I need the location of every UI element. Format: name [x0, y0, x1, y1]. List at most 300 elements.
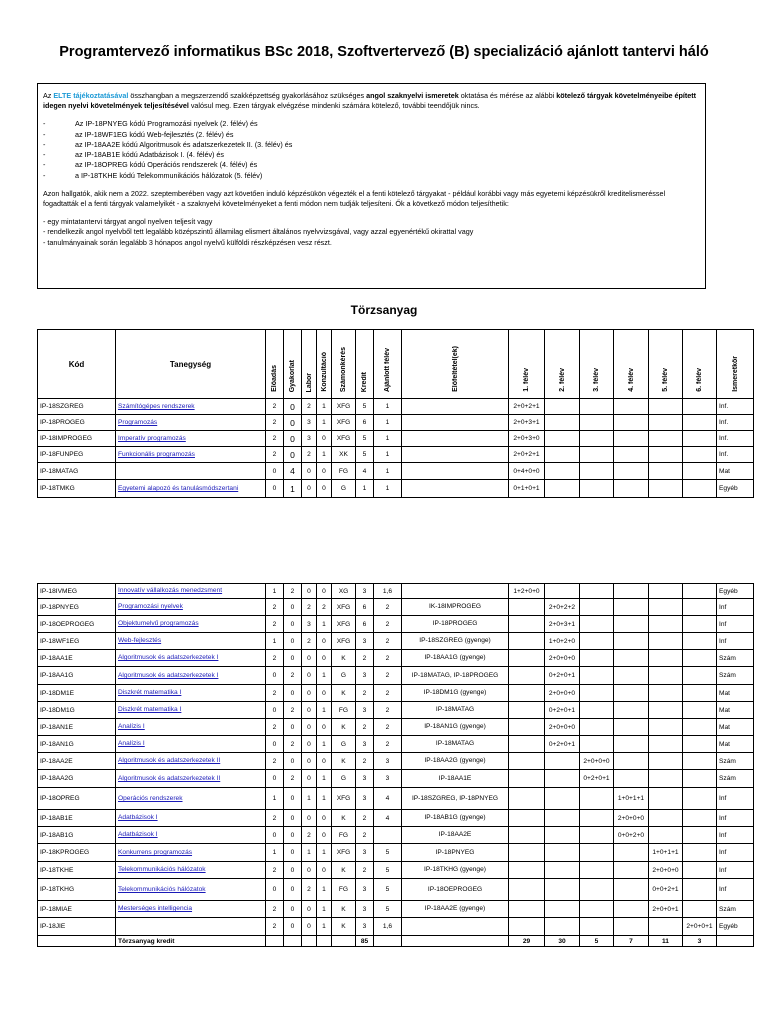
semester-4-load — [614, 415, 649, 431]
notice-paragraph-2: Azon hallgatók, akik nem a 2022. szeptemberében vagy azt követően induló képzésükön végezték el a fenti kötelező tárgyakat - például korábbi vagy más egyetemi képzésükről kreditelismeréssel fogadtatták el a fenti tárgyak valamelyikét - a szaknyelvi követelményeket a fenti módon nem tudják teljesíteni. Ők a következő módon teljesíthetik: — [43, 188, 666, 208]
table-row — [38, 879, 754, 901]
eloadas-hours: 1 — [266, 633, 284, 650]
page-title: Programtervező informatikus BSc 2018, Szoftvertervező (B) specializáció ajánlott tantervi háló — [59, 44, 709, 60]
gyakorlat-hours: 0 — [284, 879, 302, 901]
knowledge-area: Mat — [717, 463, 754, 480]
recommended-semester: 1 — [374, 447, 402, 463]
course-code: IP-18FUNPEG — [38, 447, 116, 463]
labor-hours: 0 — [302, 685, 317, 702]
header-ajanlott-felev: Ajánlott félév — [374, 330, 402, 399]
table-row — [38, 901, 754, 918]
konzultacio-hours: 2 — [317, 599, 332, 616]
semester-6-load — [683, 901, 717, 918]
semester-4-load — [614, 879, 649, 901]
labor-hours: 0 — [302, 753, 317, 770]
recommended-semester: 2 — [374, 685, 402, 702]
konzultacio-hours: 1 — [317, 918, 332, 936]
curriculum-table-continued — [37, 583, 754, 947]
recommended-semester: 2 — [374, 599, 402, 616]
semester-1-load: 0+4+0+0 — [509, 463, 545, 480]
semester-6-load — [683, 599, 717, 616]
labor-hours: 0 — [302, 810, 317, 827]
course-name-link[interactable]: Analízis I — [116, 719, 266, 736]
semester-3-load: 2+0+0+0 — [580, 753, 614, 770]
semester-3-load — [580, 633, 614, 650]
prerequisites: IP-18SZGREG, IP-18PNYEG — [402, 788, 509, 810]
knowledge-area: Egyéb — [717, 584, 754, 599]
labor-hours: 0 — [302, 463, 317, 480]
assessment-type: XFG — [332, 788, 356, 810]
semester-1-load — [509, 736, 545, 753]
semester-2-load — [545, 753, 580, 770]
course-name-link[interactable]: Konkurrens programozás — [116, 844, 266, 862]
alternative-option: - tanulmányainak során legalább 3 hónapos angol nyelvű külföldi részképzésen vesz részt. — [43, 237, 332, 247]
eloadas-hours: 2 — [266, 719, 284, 736]
course-code: IP-18DM1E — [38, 685, 116, 702]
gyakorlat-hours: 2 — [284, 584, 302, 599]
semester-3-load — [580, 447, 614, 463]
gyakorlat-hours: 0 — [284, 901, 302, 918]
header-felev-3: 3. félév — [580, 330, 614, 399]
semester-4-load — [614, 702, 649, 719]
semester-1-load — [509, 918, 545, 936]
labor-hours: 2 — [302, 633, 317, 650]
required-course-item — [43, 150, 700, 160]
semester-4-load — [614, 753, 649, 770]
semester-4-load — [614, 844, 649, 862]
semester-1-load — [509, 633, 545, 650]
header-konzultacio: Konzultáció — [317, 330, 332, 399]
bullet-dash: - — [43, 150, 46, 160]
semester-5-load — [649, 415, 683, 431]
assessment-type: XFG — [332, 431, 356, 447]
semester-3-load — [580, 810, 614, 827]
semester-1-load — [509, 667, 545, 685]
course-name-link[interactable]: Operációs rendszerek — [116, 788, 266, 810]
credit-value: 3 — [356, 736, 374, 753]
course-code: IP-18AA2G — [38, 770, 116, 788]
table-row — [38, 918, 754, 936]
semester-4-load: 2+0+0+0 — [614, 810, 649, 827]
semester-6-load — [683, 685, 717, 702]
semester-2-load — [545, 463, 580, 480]
eloadas-hours: 2 — [266, 918, 284, 936]
semester-1-load — [509, 788, 545, 810]
eloadas-hours: 0 — [266, 879, 284, 901]
course-code: IP-18AN1G — [38, 736, 116, 753]
header-felev-2: 2. félév — [545, 330, 580, 399]
credit-value: 2 — [356, 753, 374, 770]
course-name-link[interactable]: Imperatív programozás — [116, 431, 266, 447]
assessment-type: FG — [332, 702, 356, 719]
semester-6-load — [683, 650, 717, 667]
gyakorlat-hours: 0 — [284, 599, 302, 616]
course-name-link[interactable]: Egyetemi alapozó és tanulásmódszertani — [116, 480, 266, 498]
course-name-link[interactable] — [116, 918, 266, 936]
required-course-item — [43, 130, 700, 140]
course-name-link[interactable]: Számítógépes rendszerek — [116, 399, 266, 415]
semester-4-load — [614, 431, 649, 447]
semester-5-load — [649, 667, 683, 685]
credit-value: 3 — [356, 770, 374, 788]
table-row — [38, 431, 754, 447]
bullet-dash: - — [43, 129, 46, 139]
knowledge-area: Inf — [717, 599, 754, 616]
total-empty — [38, 936, 116, 947]
semester-2-load — [545, 431, 580, 447]
semester-4-load — [614, 667, 649, 685]
course-code: IP-18AN1E — [38, 719, 116, 736]
semester-6-load — [683, 719, 717, 736]
semester-6-load — [683, 667, 717, 685]
semester-4-load — [614, 399, 649, 415]
assessment-type: FG — [332, 827, 356, 844]
eloadas-hours: 2 — [266, 447, 284, 463]
recommended-semester — [374, 827, 402, 844]
semester-2-load: 2+0+0+0 — [545, 650, 580, 667]
konzultacio-hours: 0 — [317, 810, 332, 827]
eloadas-hours: 0 — [266, 667, 284, 685]
credit-value: 6 — [356, 415, 374, 431]
eloadas-hours: 2 — [266, 415, 284, 431]
header-felev-5: 5. félév — [649, 330, 683, 399]
eloadas-hours: 2 — [266, 810, 284, 827]
semester-2-load: 0+2+0+1 — [545, 667, 580, 685]
prerequisites: IP-18MATAG — [402, 702, 509, 719]
labor-hours: 3 — [302, 415, 317, 431]
semester-2-load — [545, 788, 580, 810]
semester-1-load — [509, 616, 545, 633]
prerequisites — [402, 399, 509, 415]
course-name-link[interactable]: Diszkrét matematika I — [116, 685, 266, 702]
semester-4-load — [614, 918, 649, 936]
prerequisites: IP-18SZGREG (gyenge) — [402, 633, 509, 650]
assessment-type: K — [332, 685, 356, 702]
eloadas-hours: 2 — [266, 685, 284, 702]
course-name-link[interactable]: Algoritmusok és adatszerkezetek II — [116, 753, 266, 770]
course-code: IP-18PROGEG — [38, 415, 116, 431]
prerequisites — [402, 447, 509, 463]
recommended-semester: 1 — [374, 415, 402, 431]
table-row — [38, 827, 754, 844]
semester-4-load — [614, 719, 649, 736]
total-label: Törzsanyag kredit — [116, 936, 266, 947]
recommended-semester: 2 — [374, 702, 402, 719]
eloadas-hours: 0 — [266, 827, 284, 844]
prerequisites: IP-18AA2E — [402, 827, 509, 844]
assessment-type: XFG — [332, 399, 356, 415]
labor-hours: 0 — [302, 702, 317, 719]
table-row — [38, 616, 754, 633]
course-name-link[interactable]: Telekommunikációs hálózatok — [116, 879, 266, 901]
semester-3-load — [580, 736, 614, 753]
header-kredit: Kredit — [356, 330, 374, 399]
knowledge-area: Mat — [717, 719, 754, 736]
konzultacio-hours: 0 — [317, 431, 332, 447]
knowledge-area: Inf — [717, 862, 754, 879]
course-name-link[interactable]: Diszkrét matematika I — [116, 702, 266, 719]
course-name-link[interactable]: Analízis I — [116, 736, 266, 753]
header-felev-6: 6. félév — [683, 330, 717, 399]
prerequisites — [402, 415, 509, 431]
konzultacio-hours: 1 — [317, 399, 332, 415]
course-name-link[interactable]: Telekommunikációs hálózatok — [116, 862, 266, 879]
course-name-link[interactable]: Adatbázisok I — [116, 827, 266, 844]
gyakorlat-hours: 0 — [284, 862, 302, 879]
semester-3-load — [580, 702, 614, 719]
labor-hours: 0 — [302, 719, 317, 736]
course-code: IP-18OEPROGEG — [38, 616, 116, 633]
knowledge-area: Inf — [717, 879, 754, 901]
total-semester-3: 5 — [580, 936, 614, 947]
semester-3-load — [580, 584, 614, 599]
knowledge-area: Szám — [717, 901, 754, 918]
required-course-text: az IP-18OPREG kódú Operációs rendszerek (4. félév) és — [75, 160, 258, 170]
knowledge-area: Inf — [717, 788, 754, 810]
course-name-link[interactable]: Funkcionális programozás — [116, 447, 266, 463]
recommended-semester: 5 — [374, 844, 402, 862]
assessment-type: G — [332, 667, 356, 685]
semester-5-load — [649, 463, 683, 480]
semester-6-load — [683, 480, 717, 498]
semester-3-load — [580, 862, 614, 879]
credit-value: 3 — [356, 918, 374, 936]
prerequisites: IP-18AA2G (gyenge) — [402, 753, 509, 770]
course-code: IP-18AB1G — [38, 827, 116, 844]
table-row — [38, 463, 754, 480]
semester-2-load — [545, 770, 580, 788]
curriculum-table-core — [37, 329, 754, 498]
semester-3-load — [580, 463, 614, 480]
credit-value: 3 — [356, 584, 374, 599]
course-name-link[interactable] — [116, 463, 266, 480]
required-course-text: a IP-18TKHE kódú Telekommunikációs hálózatok (5. félév) — [75, 170, 263, 180]
recommended-semester: 3 — [374, 770, 402, 788]
recommended-semester: 3 — [374, 753, 402, 770]
header-tanegyseg: Tanegység — [116, 330, 266, 399]
semester-2-load: 2+0+0+0 — [545, 719, 580, 736]
assessment-type: XFG — [332, 844, 356, 862]
total-empty — [302, 936, 317, 947]
semester-6-load — [683, 463, 717, 480]
header-felev-1: 1. félév — [509, 330, 545, 399]
credit-value: 2 — [356, 827, 374, 844]
total-empty — [374, 936, 402, 947]
section-title: Törzsanyag — [350, 303, 418, 317]
semester-2-load — [545, 584, 580, 599]
bullet-dash: - — [43, 170, 46, 180]
header-eloadas: Előadás — [266, 330, 284, 399]
recommended-semester: 2 — [374, 650, 402, 667]
alternative-option: - rendelkezik angol nyelvből tett legalább középszintű államilag elismert általános nyelvvizsgával, vagy azzal egyenértékű okirattal vagy — [43, 227, 474, 237]
total-semester-1: 29 — [509, 936, 545, 947]
knowledge-area: Egyéb — [717, 918, 754, 936]
alternative-options-list — [43, 217, 700, 248]
semester-6-load — [683, 431, 717, 447]
prerequisites: IP-18OEPROGEG — [402, 879, 509, 901]
total-empty — [266, 936, 284, 947]
semester-3-load — [580, 879, 614, 901]
recommended-semester: 5 — [374, 862, 402, 879]
course-name-link[interactable]: Innovatív vállalkozás menedzsment — [116, 584, 266, 599]
semester-2-load: 1+0+2+0 — [545, 633, 580, 650]
labor-hours: 0 — [302, 736, 317, 753]
konzultacio-hours: 1 — [317, 702, 332, 719]
semester-5-load — [649, 753, 683, 770]
table-row — [38, 584, 754, 599]
konzultacio-hours: 0 — [317, 633, 332, 650]
course-name-link[interactable]: Web-fejlesztés — [116, 633, 266, 650]
labor-hours: 1 — [302, 788, 317, 810]
gyakorlat-hours: 2 — [284, 667, 302, 685]
assessment-type: FG — [332, 463, 356, 480]
credit-value: 2 — [356, 810, 374, 827]
prerequisites: IP-18PNYEG — [402, 844, 509, 862]
semester-6-load — [683, 879, 717, 901]
assessment-type: K — [332, 719, 356, 736]
total-empty — [402, 936, 509, 947]
semester-6-load — [683, 810, 717, 827]
prerequisites: IP-18TKHG (gyenge) — [402, 862, 509, 879]
knowledge-area: Szám — [717, 770, 754, 788]
course-name-link[interactable]: Algoritmusok és adatszerkezetek I — [116, 650, 266, 667]
credit-value: 3 — [356, 667, 374, 685]
semester-4-load — [614, 736, 649, 753]
table-row — [38, 753, 754, 770]
course-name-link[interactable]: Mesterséges intelligencia — [116, 901, 266, 918]
labor-hours: 0 — [302, 862, 317, 879]
semester-4-load — [614, 480, 649, 498]
required-course-item — [43, 160, 700, 170]
course-name-link[interactable]: Programozási nyelvek — [116, 599, 266, 616]
semester-1-load — [509, 599, 545, 616]
konzultacio-hours: 1 — [317, 447, 332, 463]
semester-1-load — [509, 862, 545, 879]
prerequisites: IP-18AA1G (gyenge) — [402, 650, 509, 667]
total-empty — [317, 936, 332, 947]
semester-5-load — [649, 584, 683, 599]
labor-hours: 0 — [302, 667, 317, 685]
knowledge-area: Inf. — [717, 431, 754, 447]
credit-value: 2 — [356, 685, 374, 702]
eloadas-hours: 0 — [266, 770, 284, 788]
semester-3-load — [580, 788, 614, 810]
assessment-type: G — [332, 480, 356, 498]
gyakorlat-hours: 2 — [284, 770, 302, 788]
gyakorlat-hours: 0 — [284, 918, 302, 936]
prerequisites — [402, 918, 509, 936]
semester-6-load — [683, 584, 717, 599]
header-gyakorlat: Gyakorlat — [284, 330, 302, 399]
semester-5-load — [649, 918, 683, 936]
credit-value: 3 — [356, 702, 374, 719]
eloadas-hours: 2 — [266, 753, 284, 770]
course-code: IP-18IVMEG — [38, 584, 116, 599]
table-row — [38, 599, 754, 616]
semester-4-load — [614, 447, 649, 463]
bullet-dash: - — [43, 139, 46, 149]
konzultacio-hours: 1 — [317, 770, 332, 788]
course-name-link[interactable]: Adatbázisok I — [116, 810, 266, 827]
alternative-option: - egy mintatantervi tárgyat angol nyelven teljesít vagy — [43, 217, 213, 227]
semester-5-load — [649, 399, 683, 415]
knowledge-area: Mat — [717, 685, 754, 702]
elte-info-link[interactable]: ELTE tájékoztatásával — [53, 91, 129, 100]
gyakorlat-hours: 0 — [284, 788, 302, 810]
credit-value: 2 — [356, 719, 374, 736]
semester-1-load — [509, 827, 545, 844]
semester-6-load — [683, 788, 717, 810]
course-code: IP-18JIE — [38, 918, 116, 936]
knowledge-area: Szám — [717, 650, 754, 667]
semester-4-load — [614, 633, 649, 650]
header-kod: Kód — [38, 330, 116, 399]
recommended-semester: 2 — [374, 719, 402, 736]
eloadas-hours: 0 — [266, 480, 284, 498]
assessment-type: K — [332, 650, 356, 667]
knowledge-area: Szám — [717, 667, 754, 685]
semester-6-load — [683, 399, 717, 415]
prerequisites: IP-18AB1G (gyenge) — [402, 810, 509, 827]
knowledge-area: Inf. — [717, 447, 754, 463]
recommended-semester: 1 — [374, 431, 402, 447]
course-name-link[interactable]: Algoritmusok és adatszerkezetek I — [116, 667, 266, 685]
gyakorlat-hours: 0 — [284, 810, 302, 827]
course-code: IP-18TMKG — [38, 480, 116, 498]
konzultacio-hours: 1 — [317, 616, 332, 633]
knowledge-area: Mat — [717, 736, 754, 753]
required-course-text: az IP-18AB1E kódú Adatbázisok I. (4. félév) és — [75, 150, 225, 160]
course-code: IP-18PNYEG — [38, 599, 116, 616]
semester-5-load — [649, 633, 683, 650]
semester-1-load — [509, 879, 545, 901]
semester-6-load — [683, 844, 717, 862]
prerequisites: IK-18IMPROGEG — [402, 599, 509, 616]
knowledge-area: Inf — [717, 633, 754, 650]
recommended-semester: 5 — [374, 901, 402, 918]
semester-5-load — [649, 650, 683, 667]
konzultacio-hours: 1 — [317, 901, 332, 918]
assessment-type: XFG — [332, 633, 356, 650]
semester-5-load — [649, 431, 683, 447]
gyakorlat-hours: 0 — [284, 685, 302, 702]
prerequisites — [402, 463, 509, 480]
labor-hours: 0 — [302, 770, 317, 788]
semester-6-load — [683, 415, 717, 431]
semester-6-load — [683, 736, 717, 753]
semester-3-load — [580, 399, 614, 415]
labor-hours: 0 — [302, 918, 317, 936]
course-code: IP-18SZGREG — [38, 399, 116, 415]
course-name-link[interactable]: Objektumelvű programozás — [116, 616, 266, 633]
header-felev-4: 4. félév — [614, 330, 649, 399]
semester-1-load: 0+1+0+1 — [509, 480, 545, 498]
eloadas-hours: 2 — [266, 599, 284, 616]
table-row — [38, 667, 754, 685]
knowledge-area: Inf — [717, 844, 754, 862]
konzultacio-hours: 0 — [317, 753, 332, 770]
knowledge-area: Inf — [717, 827, 754, 844]
labor-hours: 0 — [302, 650, 317, 667]
eloadas-hours: 2 — [266, 399, 284, 415]
credit-value: 3 — [356, 788, 374, 810]
semester-4-load: 1+0+1+1 — [614, 788, 649, 810]
gyakorlat-hours: 4 — [284, 463, 302, 480]
course-name-link[interactable]: Algoritmusok és adatszerkezetek II — [116, 770, 266, 788]
course-name-link[interactable]: Programozás — [116, 415, 266, 431]
total-semester-2: 30 — [545, 936, 580, 947]
recommended-semester: 1,6 — [374, 918, 402, 936]
